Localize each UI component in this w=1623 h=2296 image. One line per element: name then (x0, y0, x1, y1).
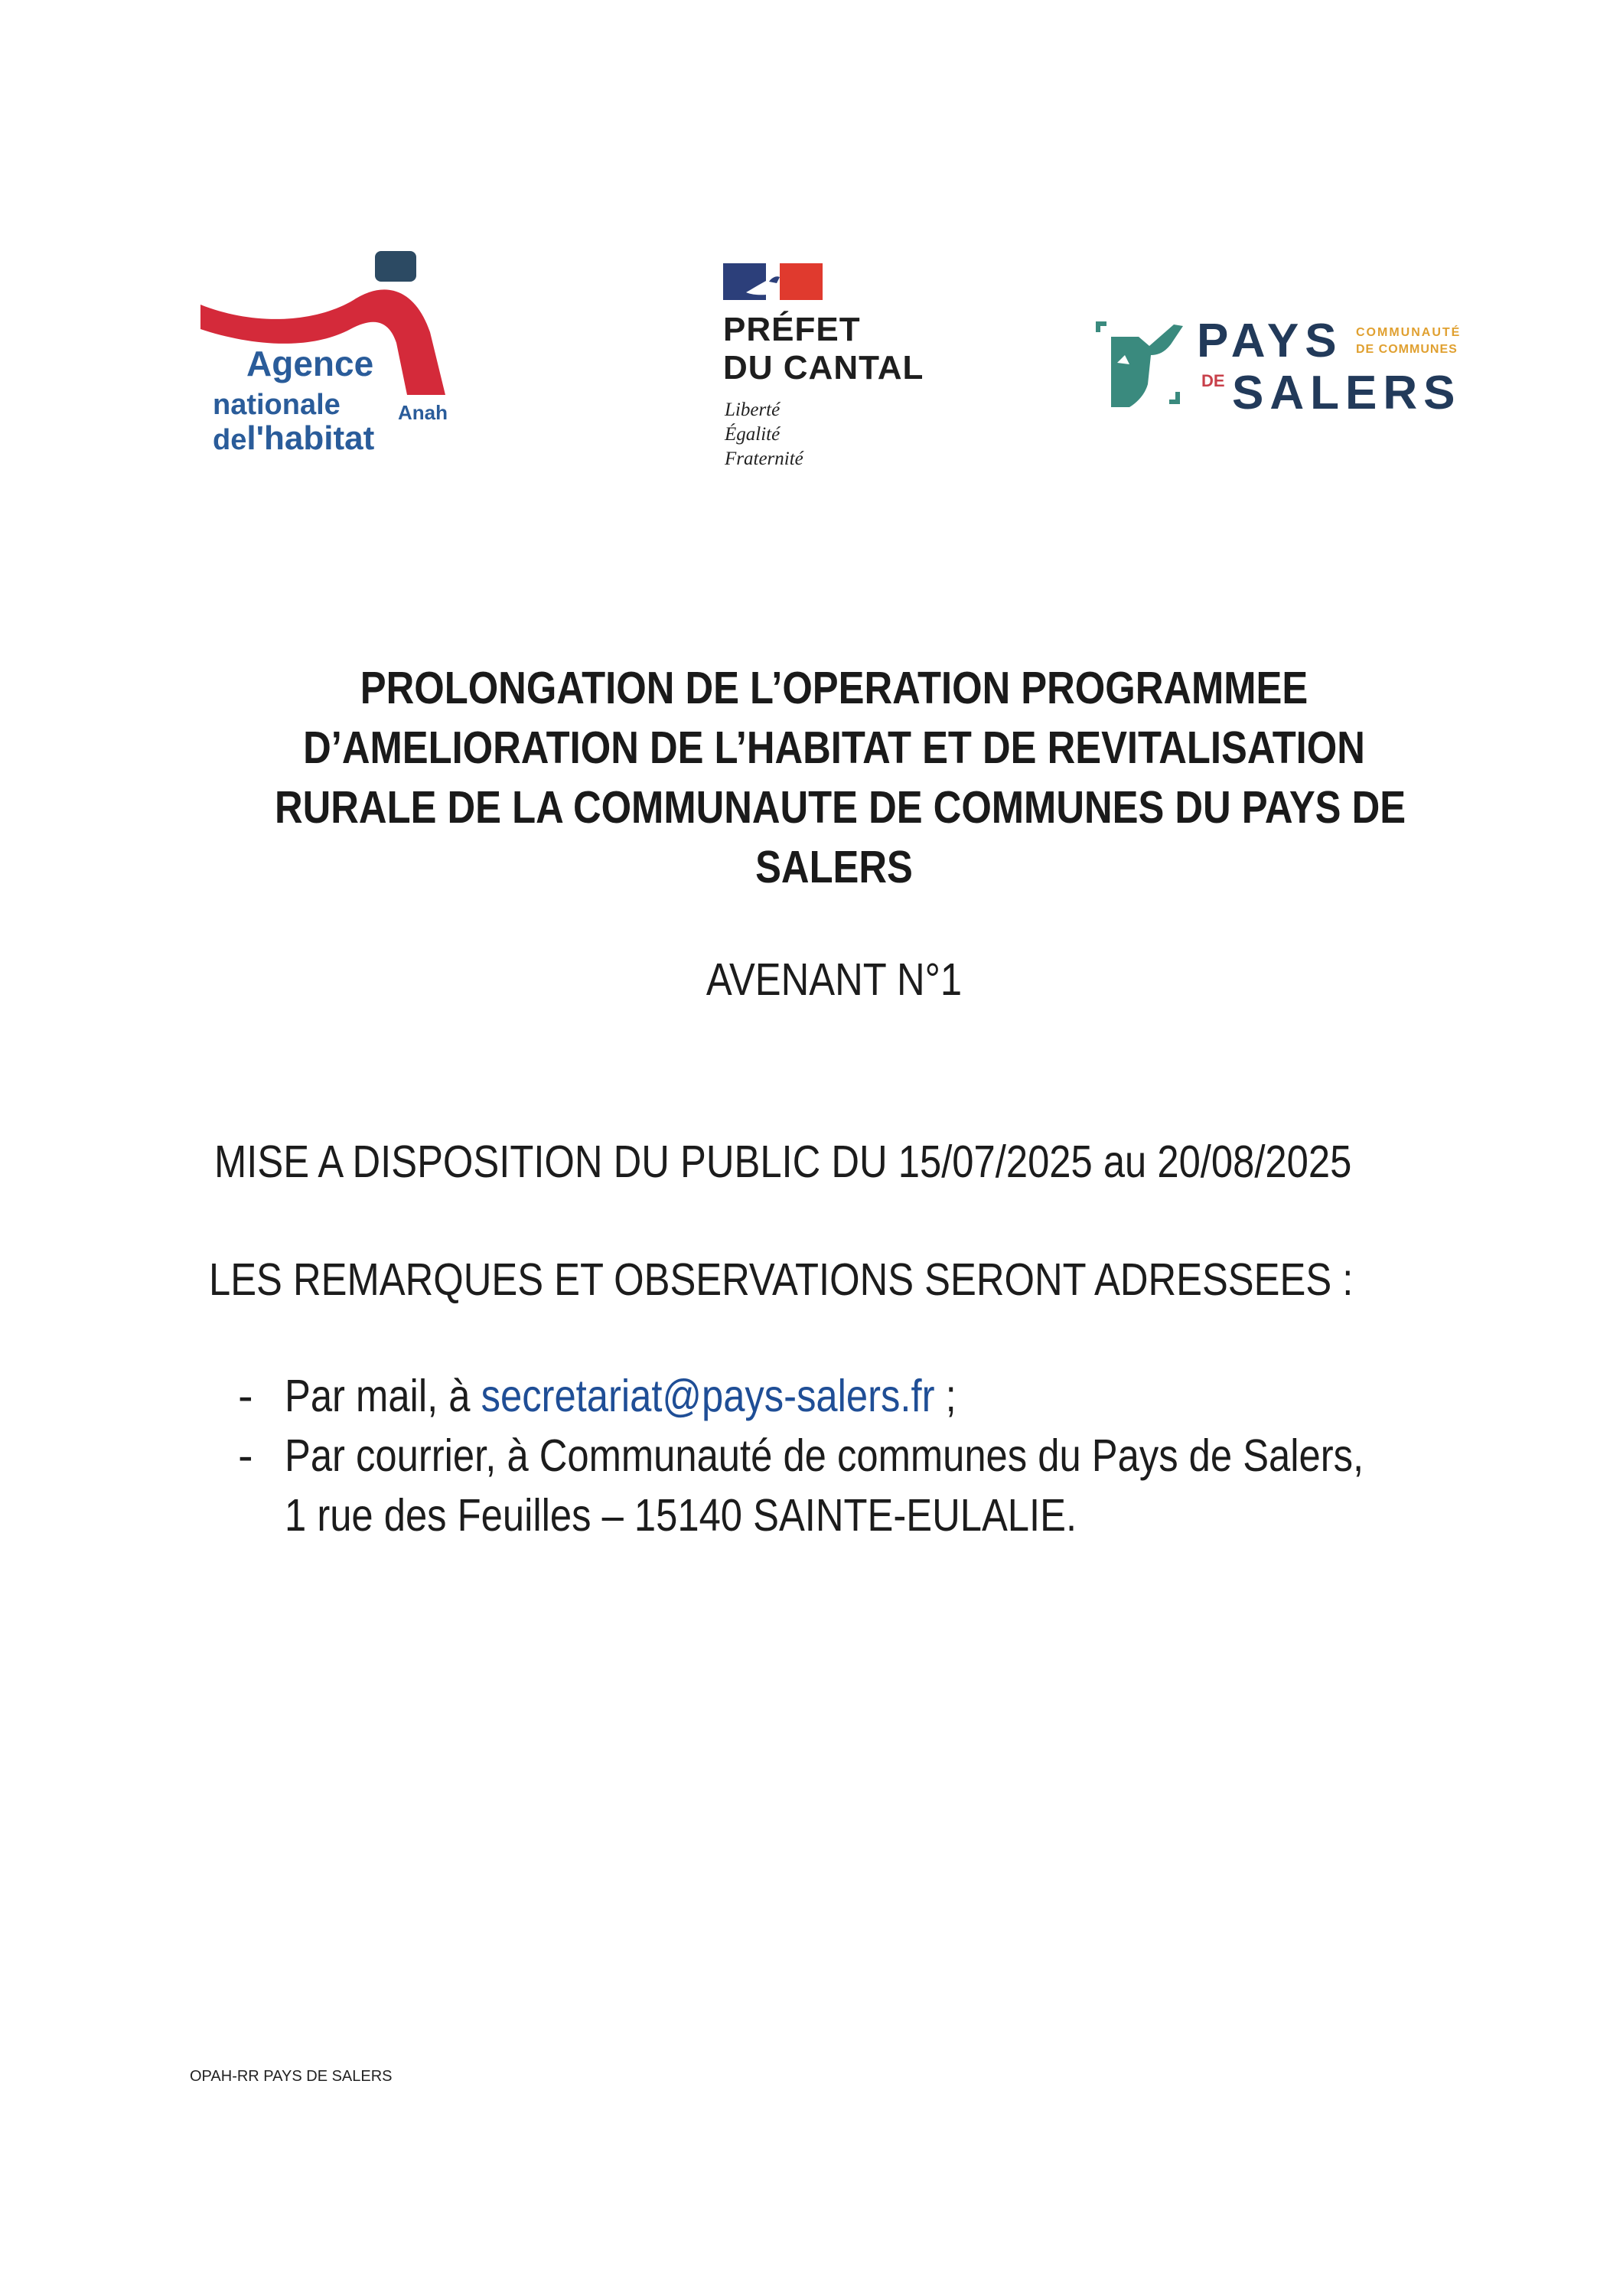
contact-mail-item (285, 1370, 957, 1422)
cow-head-icon (1094, 315, 1194, 410)
postal-address: 1 rue des Feuilles – 15140 SAINTE-EULALIE. (285, 1490, 1077, 1541)
public-availability-period: MISE A DISPOSITION DU PUBLIC DU 15/07/2025 au 20/08/2025 (214, 1137, 1352, 1187)
salers-line-salers: SALERS (1232, 367, 1462, 419)
footer-reference: OPAH-RR PAYS DE SALERS (190, 2068, 393, 2085)
anah-mark: Anah (398, 401, 448, 424)
contact-post-item: Par courrier, à Communauté de communes du Pays de Salers, (285, 1430, 1364, 1481)
anah-habitat: l'habitat (246, 419, 375, 457)
remarks-heading: LES REMARQUES ET OBSERVATIONS SERONT ADRESSEES : (209, 1254, 1354, 1305)
prefet-logo (723, 263, 983, 478)
bullet-dash: - (238, 1371, 253, 1421)
title-line: SALERS (755, 842, 913, 892)
title-line: PROLONGATION DE L’OPERATION PROGRAMMEE (360, 663, 1309, 713)
salers-de-communes: DE COMMUNES (1356, 343, 1458, 356)
prefet-motto-fraternite: Fraternité (725, 448, 803, 469)
anah-line-habitat (213, 419, 374, 458)
title-line: RURALE DE LA COMMUNAUTE DE COMMUNES DU PAYS DE (275, 782, 1406, 833)
salers-communaute: COMMUNAUTÉ (1356, 326, 1462, 339)
anah-line-agence: Agence (246, 344, 374, 383)
anah-de: de (213, 424, 247, 456)
prefet-motto-egalite: Égalité (725, 424, 781, 445)
marianne-icon (723, 263, 823, 300)
avenant-heading: AVENANT N°1 (706, 954, 963, 1005)
title-line: D’AMELIORATION DE L’HABITAT ET DE REVITALISATION (303, 722, 1365, 773)
anah-line-nationale: nationale (213, 389, 341, 421)
mail-suffix: ; (934, 1371, 957, 1421)
prefet-motto-liberte: Liberté (725, 400, 781, 420)
salers-line-pays: PAYS (1197, 315, 1343, 367)
salers-de: DE (1201, 371, 1225, 390)
bullet-dash: - (238, 1430, 253, 1481)
salers-logo (1094, 315, 1477, 422)
document-title (275, 658, 1406, 897)
email-link[interactable]: secretariat@pays-salers.fr (481, 1371, 935, 1421)
prefet-line2: DU CANTAL (723, 349, 924, 386)
mail-prefix: Par mail, à (285, 1371, 481, 1421)
prefet-line1: PRÉFET (723, 311, 861, 348)
anah-logo (200, 249, 461, 471)
